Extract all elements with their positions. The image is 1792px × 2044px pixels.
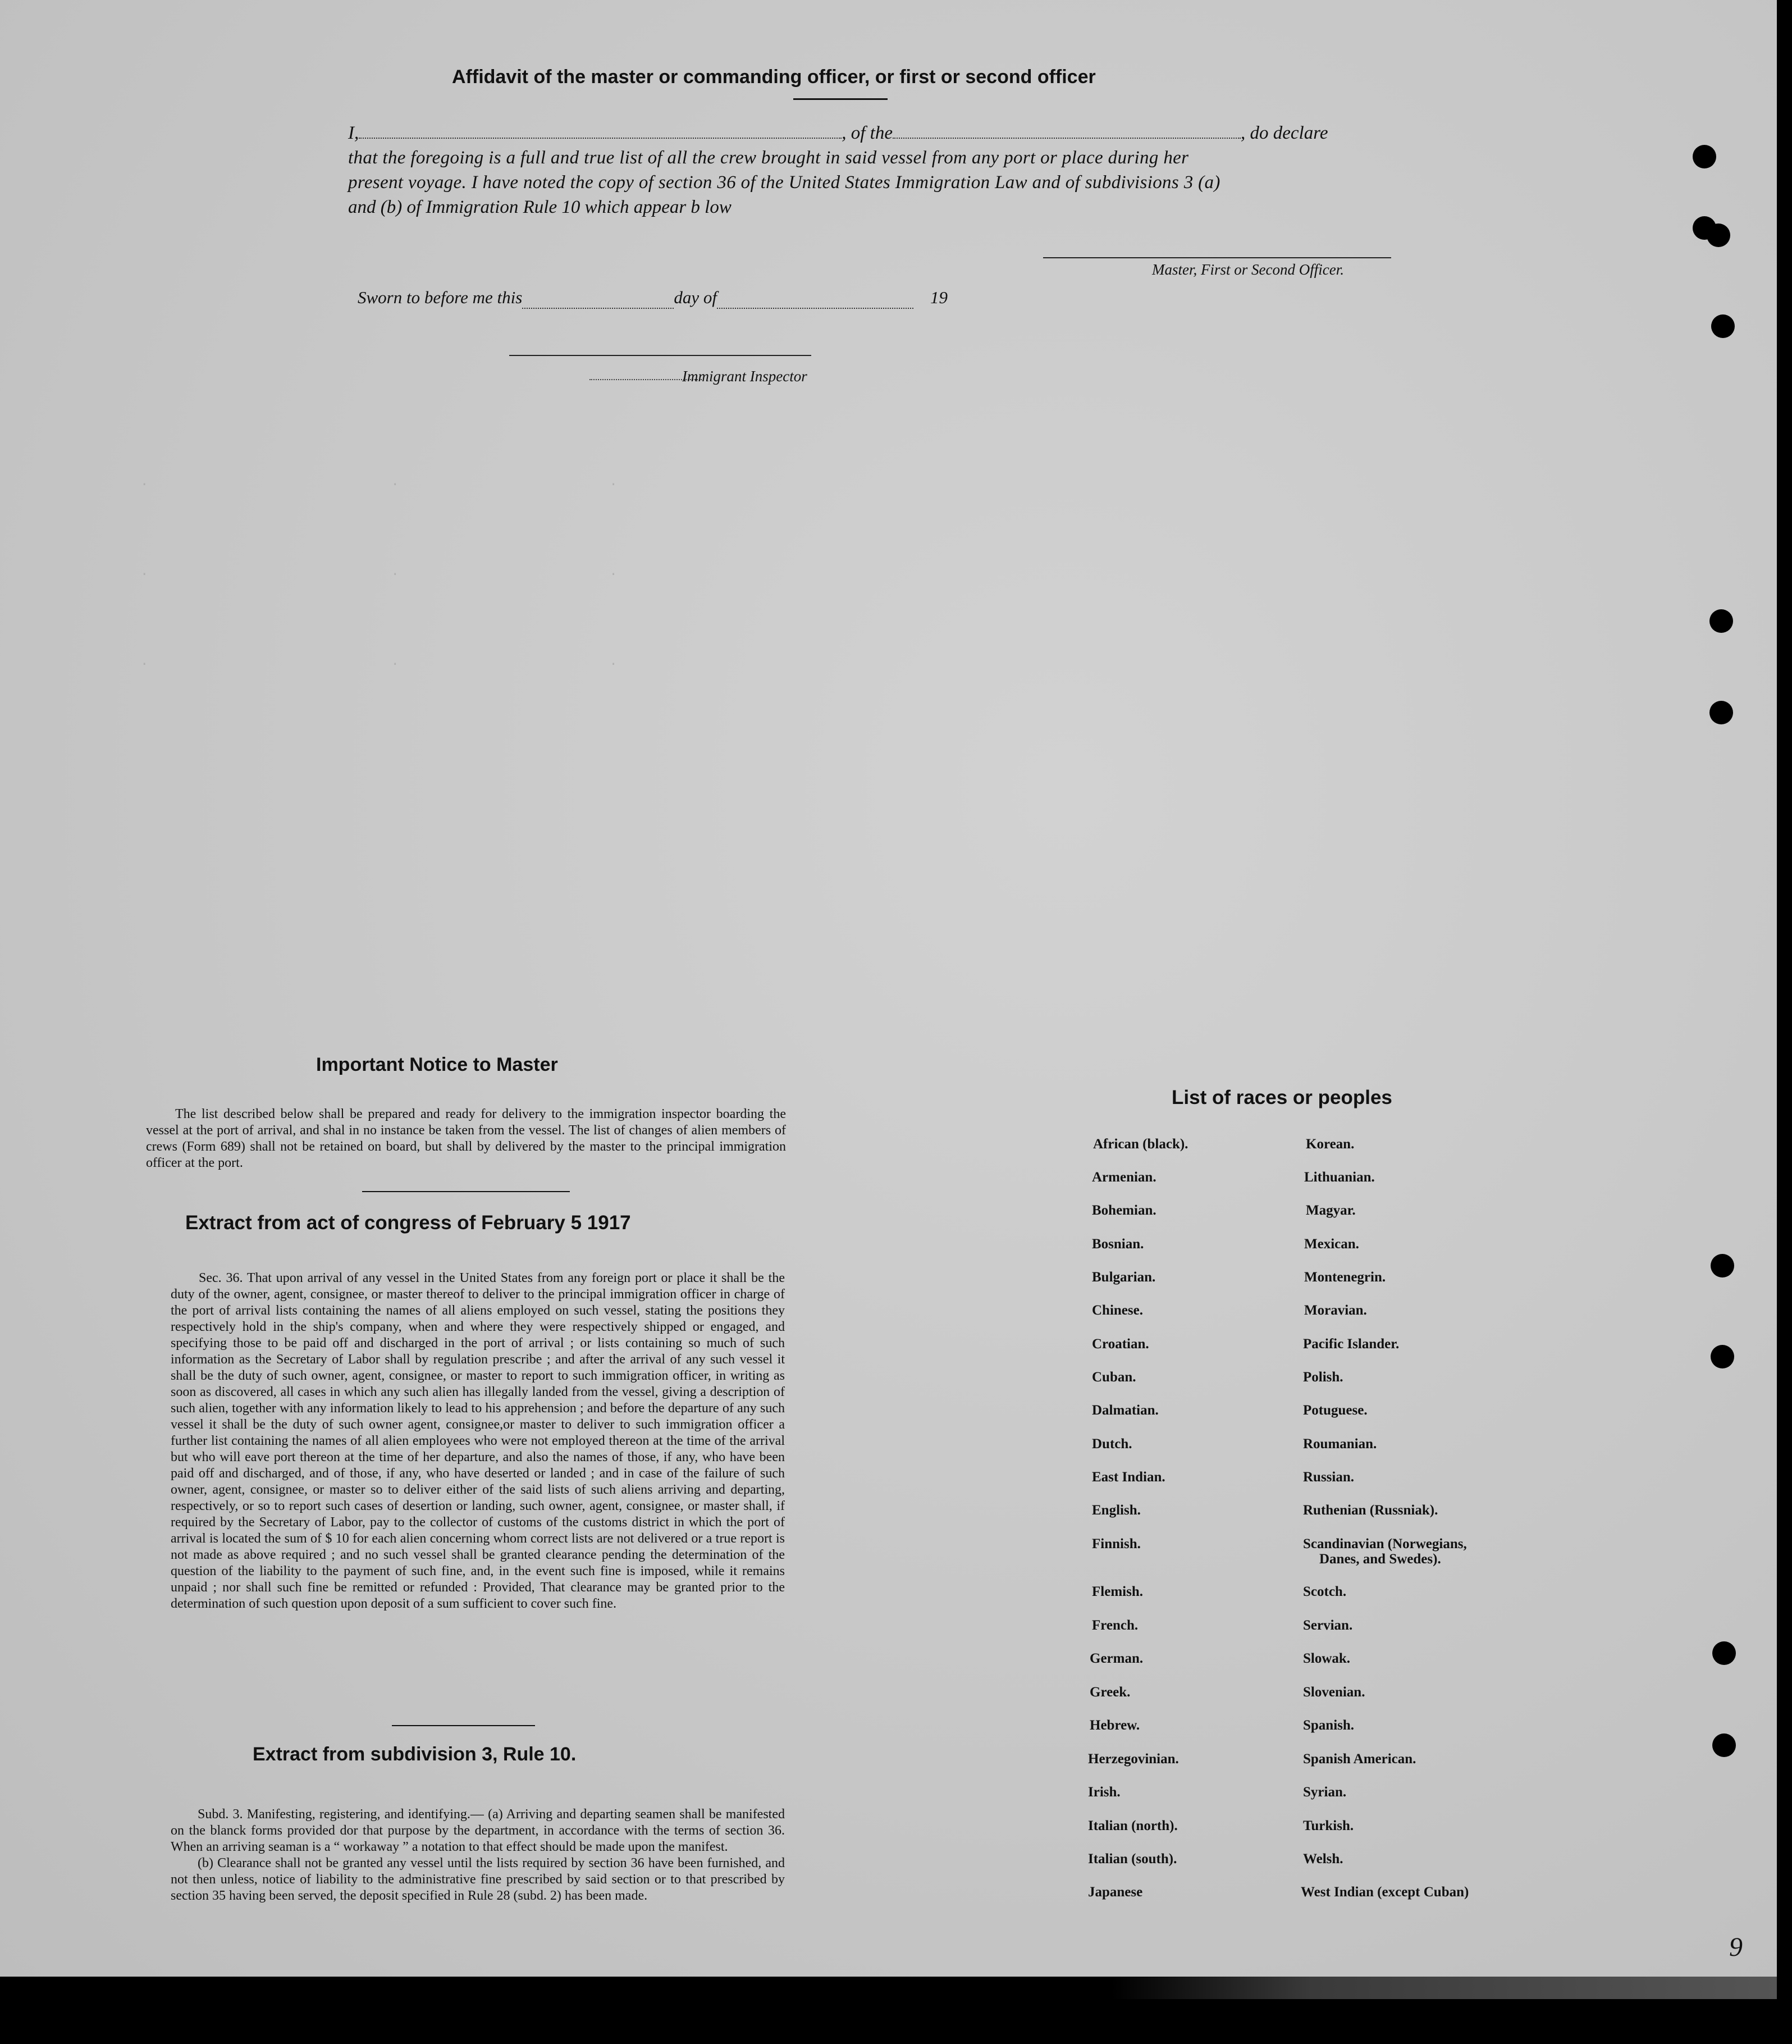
race-item: Flemish. bbox=[1092, 1584, 1143, 1599]
race-item: Syrian. bbox=[1303, 1785, 1347, 1800]
affidavit-i-label: I, bbox=[348, 123, 359, 143]
race-item: Mexican. bbox=[1304, 1237, 1359, 1252]
section-36-text: Sec. 36. That upon arrival of any vessel in the United States from any foreign port or place it shall be the duty of the owner, agent, consignee, or master thereof to deliver to the principal immigration officer in charge of the port of arrival lists containing the names of all aliens employed on such vessel, stating the positions they respectively hold in the ship's company, when and where they were respectively shipped or engaged, and specifying those to be paid off and discharged in the port of arrival ; or lists containing so much of such information as the Secretary of Labor shall by regulation prescribe ; and after the arrival of any such vessel it shall be the duty of such owner, agent, consignee, or master to report to such immigration officer, in writing as soon as discovered, all cases in which any such alien has illegally landed from the vessel, giving a description of such alien, together with any information likely to lead to his apprehension ; and before the departure of any such vessel it shall be the duty of such owner agent, consignee,or master to deliver to such immigration officer a further list containing the names of all alien employees who were not employed thereon at the time of the arrival but who will eave port thereon at the time of her departure, and also the names of those, if any, who have been paid off and discharged, and of those, if any, who have deserted or landed ; and in case of the failure of such owner, agent, consignee, or master so to deliver either of the said lists of such aliens arriving and departing, respectively, or so to report such cases of desertion or landing, such owner, agent, consignee, or master shall, if required by the Secretary of Labor, pay to the collector of customs of the customs district in which the port of arrival is located the sum of $ 10 for each alien concerning whom correct lists are not delivered or a true report is not made as above required ; and no such vessel shall be granted clearance pending the determination of the question of the liability to the payment of such fine, and, in the event such fine is imposed, while it remains unpaid ; nor shall such fine be remitted or refunded : Provided, That clearance may be granted prior to the determination of such question upon deposit of a sum sufficient to cover such fine. bbox=[171, 1271, 785, 1611]
race-item: Dalmatian. bbox=[1092, 1403, 1159, 1418]
race-item: Japanese bbox=[1088, 1885, 1143, 1900]
race-item: Dutch. bbox=[1092, 1436, 1132, 1452]
name-blank bbox=[359, 122, 842, 139]
race-item: Bosnian. bbox=[1092, 1237, 1144, 1252]
race-item: Roumanian. bbox=[1303, 1436, 1377, 1452]
divider bbox=[793, 98, 888, 100]
race-item: Italian (north). bbox=[1088, 1818, 1178, 1833]
race-item: Armenian. bbox=[1092, 1170, 1156, 1185]
day-of-label: day of bbox=[674, 288, 717, 307]
subdivision-b-text: (b) Clearance shall not be granted any vessel until the lists required by section 36 have been furnished, and not then unless, notice of liability to the administrative fine prescribed by said section or to that prescribed by section 35 having been served, the deposit specified in Rule 28 (subd. 2) has been made. bbox=[171, 1856, 785, 1903]
race-item: Welsh. bbox=[1303, 1851, 1343, 1867]
subdivision-a-text: Subd. 3. Manifesting, registering, and identifying.— (a) Arriving and departing seamen shall be manifested on the blanck forms provided dor that purpose by the department, in accordance with the terms of section 36. When an arriving seaman is a “ workaway ” a notation to that effect should be made upon the manifest. bbox=[171, 1807, 785, 1854]
race-item: Finnish. bbox=[1092, 1536, 1141, 1552]
divider bbox=[362, 1191, 570, 1192]
race-item: Italian (south). bbox=[1088, 1851, 1177, 1867]
race-item: Chinese. bbox=[1092, 1303, 1143, 1318]
race-item: Croatian. bbox=[1092, 1336, 1149, 1352]
race-item: Hebrew. bbox=[1090, 1718, 1140, 1733]
race-item: Moravian. bbox=[1304, 1303, 1367, 1318]
subdivision-3-text bbox=[171, 1806, 785, 1904]
race-item: Irish. bbox=[1088, 1785, 1121, 1800]
notice-title: Important Notice to Master bbox=[316, 1054, 558, 1075]
race-item: Cuban. bbox=[1092, 1370, 1136, 1385]
affidavit-title: Affidavit of the master or commanding officer, or first or second officer bbox=[452, 66, 1096, 88]
race-item: Spanish. bbox=[1303, 1718, 1355, 1733]
bleed-through-row: · · · bbox=[140, 657, 618, 672]
year-label: 19 bbox=[930, 288, 948, 307]
race-item: Lithuanian. bbox=[1304, 1170, 1375, 1185]
page-mark: 9 bbox=[1729, 1932, 1743, 1962]
master-signature-line bbox=[1043, 257, 1391, 258]
notice-body: The list described below shall be prepared and ready for delivery to the immigration inspector boarding the vessel at the port of arrival, and shal in no instance be taken from the vessel. The list of changes of alien members of crews (Form 689) shall not be retained on board, but shall by delivered by the master to the principal immigration officer at the port. bbox=[146, 1107, 786, 1170]
bleed-through-row: · · · bbox=[140, 567, 618, 582]
race-item: Slovenian. bbox=[1303, 1685, 1365, 1700]
affidavit-line-3: present voyage. I have noted the copy of section 36 of the United States Immigration Law and of subdivisions 3 (a) bbox=[348, 172, 1220, 193]
race-item: Danes, and Swedes). bbox=[1319, 1552, 1441, 1567]
punch-hole-icon bbox=[1707, 223, 1730, 247]
punch-hole-icon bbox=[1711, 314, 1735, 338]
punch-hole-icon bbox=[1711, 1254, 1734, 1278]
race-item: Russian. bbox=[1303, 1470, 1355, 1485]
race-item: Ruthenian (Russniak). bbox=[1303, 1503, 1438, 1518]
race-item: Herzegovinian. bbox=[1088, 1751, 1179, 1767]
sworn-label: Sworn to before me this bbox=[358, 288, 523, 307]
punch-hole-icon bbox=[1712, 1641, 1736, 1665]
race-item: French. bbox=[1092, 1618, 1139, 1633]
inspector-signature-line bbox=[509, 355, 811, 356]
affidavit-line-2: that the foregoing is a full and true list of all the crew brought in said vessel from any port or place during her bbox=[348, 148, 1189, 168]
extract-act-title: Extract from act of congress of February 5 1917 bbox=[185, 1212, 631, 1234]
month-blank bbox=[717, 288, 913, 309]
day-blank bbox=[522, 288, 674, 309]
race-item: Korean. bbox=[1306, 1137, 1355, 1152]
race-item: Scotch. bbox=[1303, 1584, 1347, 1599]
divider bbox=[392, 1725, 535, 1726]
race-item: East Indian. bbox=[1092, 1470, 1165, 1485]
extract-rule-title: Extract from subdivision 3, Rule 10. bbox=[253, 1744, 577, 1765]
race-item: Scandinavian (Norwegians, bbox=[1303, 1536, 1467, 1552]
race-item: Bulgarian. bbox=[1092, 1270, 1156, 1285]
race-item: English. bbox=[1092, 1503, 1141, 1518]
race-item: Polish. bbox=[1303, 1370, 1343, 1385]
race-item: Magyar. bbox=[1306, 1203, 1356, 1218]
race-item: Potuguese. bbox=[1303, 1403, 1368, 1418]
race-item: Slowak. bbox=[1303, 1651, 1351, 1666]
races-title: List of races or peoples bbox=[1172, 1087, 1392, 1108]
vessel-blank bbox=[893, 122, 1241, 139]
affidavit-body bbox=[348, 121, 1391, 220]
race-item: Bohemian. bbox=[1092, 1203, 1156, 1218]
race-item: Servian. bbox=[1303, 1618, 1353, 1633]
punch-hole-icon bbox=[1712, 1733, 1736, 1757]
punch-hole-icon bbox=[1711, 1345, 1734, 1368]
race-item: Turkish. bbox=[1303, 1818, 1354, 1833]
scan-edge-shadow bbox=[1112, 1977, 1777, 1999]
race-item: German. bbox=[1090, 1651, 1144, 1666]
sworn-line bbox=[358, 288, 948, 309]
affidavit-line-4: and (b) of Immigration Rule 10 which appear b low bbox=[348, 197, 732, 217]
master-caption: Master, First or Second Officer. bbox=[1152, 261, 1344, 278]
race-item: Pacific Islander. bbox=[1303, 1336, 1400, 1352]
race-item: Spanish American. bbox=[1303, 1751, 1416, 1767]
punch-hole-icon bbox=[1693, 145, 1716, 168]
race-item: West Indian (except Cuban) bbox=[1301, 1885, 1469, 1900]
affidavit-declare-label: , do declare bbox=[1240, 123, 1328, 143]
race-item: Montenegrin. bbox=[1304, 1270, 1386, 1285]
inspector-caption: Immigrant Inspector bbox=[682, 368, 807, 385]
punch-hole-icon bbox=[1709, 701, 1733, 724]
affidavit-of-the-label: , of the bbox=[842, 123, 893, 143]
bleed-through-row: · · · bbox=[140, 477, 618, 492]
punch-hole-icon bbox=[1709, 609, 1733, 633]
race-item: Greek. bbox=[1090, 1685, 1131, 1700]
bleed-through-header bbox=[0, 0, 1777, 67]
race-item: African (black). bbox=[1093, 1137, 1188, 1152]
